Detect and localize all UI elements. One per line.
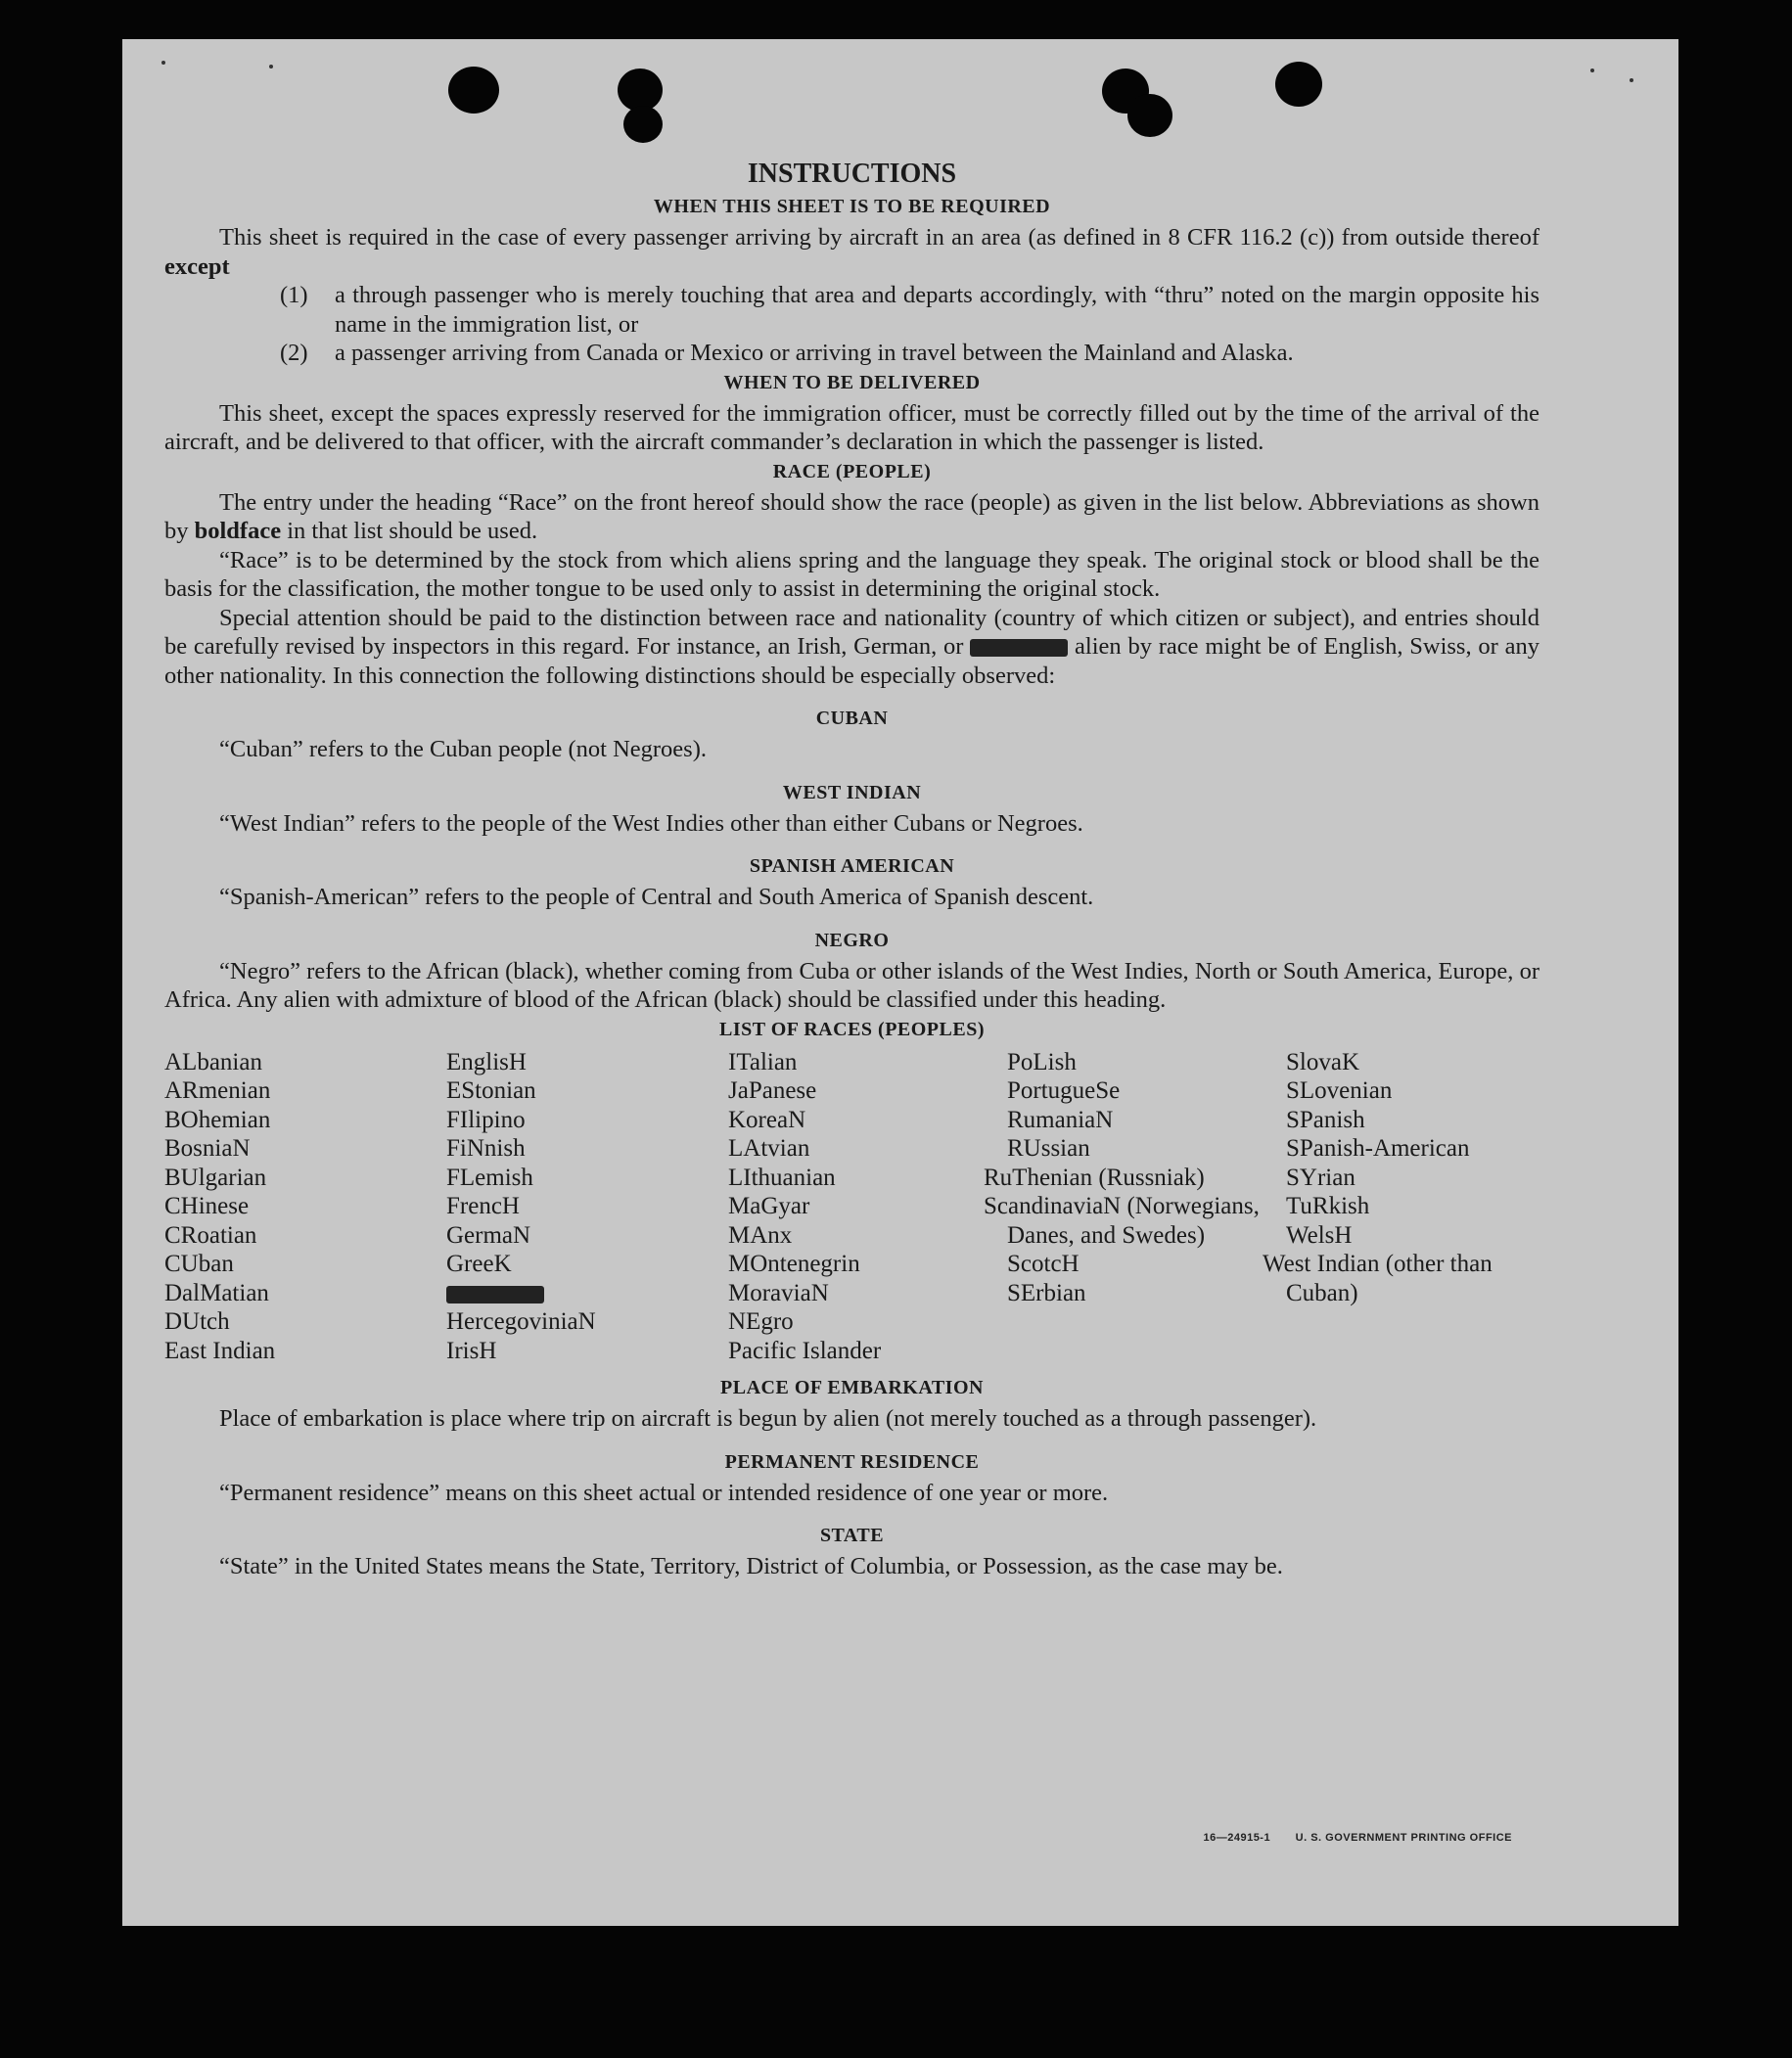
page-title: INSTRUCTIONS xyxy=(747,159,957,189)
punch-hole xyxy=(448,67,499,114)
speck xyxy=(1630,78,1633,82)
race-paragraph-1: The entry under the heading “Race” on the front hereof should show the race (people) as given in the list below. Abbreviations as shown by boldface in that list should be used. xyxy=(164,488,1539,544)
negro-text: “Negro” refers to the African (black), whether coming from Cuba or other islands of the West Indies, North or South America, Europe, or Africa. Any alien with admixture of blood of the African (black) should be classified under this heading. xyxy=(164,957,1539,1013)
cuban-text: “Cuban” refers to the Cuban people (not Negroes). xyxy=(219,736,707,762)
race-item: FiNnish xyxy=(446,1135,526,1162)
printer-name: U. S. GOVERNMENT PRINTING OFFICE xyxy=(1295,1832,1512,1844)
instructions-body xyxy=(164,157,1539,1581)
section-heading-embarkation: PLACE OF EMBARKATION xyxy=(720,1377,984,1398)
printer-imprint xyxy=(1181,1832,1512,1844)
race-column xyxy=(984,1048,1286,1366)
race-item: MaGyar xyxy=(728,1193,810,1219)
section-heading-spanish-american: SPANISH AMERICAN xyxy=(749,855,955,877)
race-column xyxy=(446,1048,728,1366)
race-column xyxy=(1263,1048,1539,1366)
west-indian-text: “West Indian” refers to the people of the West Indies other than either Cubans or Negroes. xyxy=(219,809,1083,837)
race-item: West Indian (other than Cuban) xyxy=(1263,1251,1493,1306)
race-item: FrencH xyxy=(446,1193,520,1219)
race-item: SLovenian xyxy=(1286,1077,1393,1104)
redaction-mark xyxy=(446,1286,544,1303)
race-paragraph-2: “Race” is to be determined by the stock from which aliens spring and the language they speak. The original stock or blood shall be the basis for the classification, the mother tongue to be used only to assist in determining the original stock. xyxy=(164,546,1539,602)
race-item: FLemish xyxy=(446,1164,533,1191)
punch-hole xyxy=(1275,62,1322,107)
race-item: CRoatian xyxy=(164,1221,257,1249)
speck xyxy=(269,65,273,69)
race-item: ScandinaviaN (Norwegians, Danes, and Swedes) xyxy=(984,1193,1260,1249)
race-item: EnglisH xyxy=(446,1048,527,1075)
race-item: RuThenian (Russniak) xyxy=(984,1164,1205,1191)
race-item-redacted xyxy=(446,1279,728,1308)
section-heading-residence: PERMANENT RESIDENCE xyxy=(724,1450,980,1473)
race-item: East Indian xyxy=(164,1337,276,1364)
race-item: ScotcH xyxy=(1007,1251,1080,1277)
document-page xyxy=(122,39,1678,1926)
spanish-american-text: “Spanish-American” refers to the people of Central and South America of Spanish descent. xyxy=(219,884,1094,910)
race-item: HercegoviniaN xyxy=(446,1308,596,1335)
race-column xyxy=(728,1048,1007,1366)
embarkation-text: Place of embarkation is place where trip on aircraft is begun by alien (not merely touched as a through passenger). xyxy=(219,1405,1317,1432)
race-paragraph-3: Special attention should be paid to the distinction between race and nationality (country of which citizen or subject), and entries should be carefully revised by inspectors in this regard. For instance, an Irish, German, or alien by race might be of English, Swiss, or any other nationality. In this connection the following distinctions should be especially observed: xyxy=(164,604,1539,689)
section-heading-required: WHEN THIS SHEET IS TO BE REQUIRED xyxy=(653,196,1051,217)
race-item: RumaniaN xyxy=(1007,1106,1114,1133)
section-heading-negro: NEGRO xyxy=(814,929,890,951)
section-heading-delivered: WHEN TO BE DELIVERED xyxy=(723,371,981,393)
race-item: GreeK xyxy=(446,1251,512,1277)
race-item: WelsH xyxy=(1286,1221,1353,1249)
race-item: MAnx xyxy=(728,1221,793,1249)
race-item: IrisH xyxy=(446,1337,497,1364)
race-item: JaPanese xyxy=(728,1077,817,1104)
required-intro: This sheet is required in the case of every passenger arriving by aircraft in an area (as defined in 8 CFR 116.2 (c)) from outside thereof except xyxy=(164,224,1539,280)
race-item: CHinese xyxy=(164,1193,250,1219)
race-item: SErbian xyxy=(1007,1279,1086,1306)
redaction-mark xyxy=(970,639,1068,657)
race-item: SPanish xyxy=(1286,1106,1365,1133)
section-heading-cuban: CUBAN xyxy=(815,708,889,729)
race-item: BUlgarian xyxy=(164,1164,267,1191)
punch-hole xyxy=(623,106,663,143)
punch-hole xyxy=(1127,94,1172,137)
section-heading-west-indian: WEST INDIAN xyxy=(782,781,922,803)
section-heading-race: RACE (PEOPLE) xyxy=(772,460,932,482)
race-item: NEgro xyxy=(728,1308,794,1335)
delivered-text: This sheet, except the spaces expressly reserved for the immigration officer, must be correctly filled out by the time of the arrival of the aircraft, and be delivered to that officer, with the aircraft commander’s declaration in which the passenger is listed. xyxy=(164,399,1539,455)
race-item: SYrian xyxy=(1286,1164,1355,1191)
race-item: DUtch xyxy=(164,1308,230,1335)
section-heading-state: STATE xyxy=(819,1525,885,1546)
race-item: LAtvian xyxy=(728,1135,810,1162)
state-text: “State” in the United States means the State, Territory, District of Columbia, or Possession, as the case may be. xyxy=(219,1553,1283,1579)
race-item: BOhemian xyxy=(164,1106,271,1133)
race-list xyxy=(164,1048,1539,1366)
race-item: PortugueSe xyxy=(1007,1077,1121,1104)
race-column xyxy=(164,1048,446,1366)
exception-item: (1) a through passenger who is merely touching that area and departs accordingly, with “thru” noted on the margin opposite his name in the immigration list, or xyxy=(280,282,1539,338)
speck xyxy=(161,61,165,65)
race-item: ITalian xyxy=(728,1048,798,1075)
race-item: BosniaN xyxy=(164,1135,251,1162)
race-item: SPanish-American xyxy=(1286,1135,1470,1162)
race-item: Pacific Islander xyxy=(728,1337,882,1364)
race-item: PoLish xyxy=(1007,1048,1077,1075)
race-item: ALbanian xyxy=(164,1048,262,1075)
race-item: MOntenegrin xyxy=(728,1251,860,1277)
form-number: 16—24915-1 xyxy=(1203,1832,1271,1844)
race-item: CUban xyxy=(164,1251,234,1277)
race-item: MoraviaN xyxy=(728,1279,829,1306)
exception-item: (2) a passenger arriving from Canada or Mexico or arriving in travel between the Mainland and Alaska. xyxy=(280,340,1294,366)
race-item: FIlipino xyxy=(446,1106,526,1133)
race-item: KoreaN xyxy=(728,1106,806,1133)
residence-text: “Permanent residence” means on this sheet actual or intended residence of one year or more. xyxy=(219,1479,1109,1506)
race-item: TuRkish xyxy=(1286,1193,1370,1219)
race-item: LIthuanian xyxy=(728,1164,836,1191)
race-item: SlovaK xyxy=(1286,1048,1359,1075)
race-item: RUssian xyxy=(1007,1135,1090,1162)
race-item: EStonian xyxy=(446,1077,536,1104)
race-item: DalMatian xyxy=(164,1279,269,1306)
race-item: ARmenian xyxy=(164,1077,271,1104)
section-heading-list: LIST OF RACES (PEOPLES) xyxy=(718,1018,985,1040)
race-item: GermaN xyxy=(446,1221,531,1249)
speck xyxy=(1590,69,1594,72)
